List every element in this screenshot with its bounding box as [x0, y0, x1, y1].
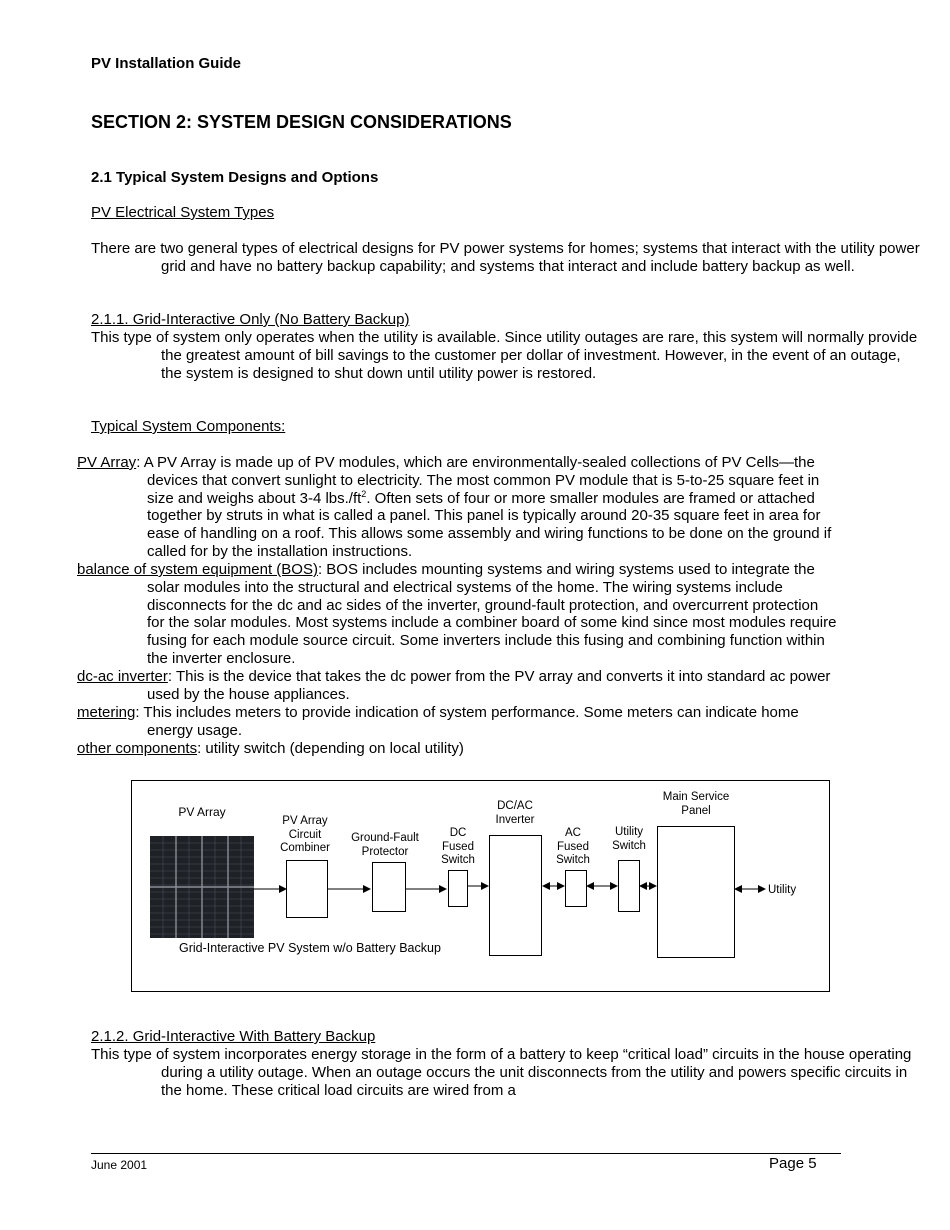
grid-only-heading: 2.1.1. Grid-Interactive Only (No Battery Backup): [91, 311, 410, 328]
footer-page-number: Page 5: [769, 1155, 817, 1172]
utility-switch-box: [618, 860, 640, 912]
battery-paragraph: This type of system incorporates energy storage in the form of a battery to keep “critical load” circuits in the house operating during a utility outage. When an outage occurs the unit disconnects from the utility and powers specific circuits in the home. These critical load circuits are wired from a: [91, 1046, 912, 1099]
metering-text: : This includes meters to provide indication of system performance. Some meters can indicate home energy usage.: [135, 704, 799, 739]
label-pv-array: PV Array: [178, 805, 226, 819]
label-dc-switch: DC Fused Switch: [441, 827, 475, 866]
term-inverter: dc-ac inverter: [77, 668, 168, 685]
combiner-box: [286, 860, 328, 918]
footer-divider: [91, 1153, 841, 1154]
component-metering: [77, 704, 837, 740]
inverter-box: [489, 835, 542, 956]
dc-switch-box: [448, 870, 468, 907]
solar-panel-icon: [150, 836, 254, 938]
label-inverter: DC/AC Inverter: [495, 800, 535, 826]
pv-array-superscript: 2: [361, 488, 367, 499]
grid-only-paragraph: This type of system only operates when the utility is available. Since utility outages are rare, this system will normally provide the greatest amount of bill savings to the customer per dollar of investment. However, in the event of an outage, the system is designed to shut down until utility power is restored.: [91, 329, 918, 382]
term-other: other components: [77, 740, 198, 757]
label-utility: Utility: [768, 884, 797, 896]
gfp-box: [372, 862, 406, 912]
ac-switch-box: [565, 870, 587, 907]
component-bos: [77, 561, 837, 668]
types-heading: PV Electrical System Types: [91, 204, 275, 221]
component-inverter: [77, 668, 837, 704]
main-panel-box: [657, 826, 735, 958]
battery-heading: 2.1.2. Grid-Interactive With Battery Backup: [91, 1028, 376, 1045]
term-bos: balance of system equipment (BOS): [77, 561, 318, 578]
inverter-text: : This is the device that takes the dc power from the PV array and converts it into standard ac power used by the house appliances.: [147, 668, 831, 703]
diagram-caption: Grid-Interactive PV System w/o Battery Backup: [179, 941, 441, 955]
pv-array-text-b: . Often sets of four or more smaller modules are framed or attached together by struts in what is called a panel. This panel is typically around 20-35 square feet in area for ease of handling on a roof. This allows some assembly and wiring functions to be done on the ground if called for by the installation instructions.: [147, 489, 832, 560]
term-metering: metering: [77, 704, 136, 721]
label-utility-switch: Utility Switch: [612, 826, 646, 852]
subsection-title: 2.1 Typical System Designs and Options: [91, 169, 379, 186]
term-pv-array: PV Array: [77, 454, 137, 471]
label-main-panel: Main Service Panel: [662, 791, 730, 817]
document-header-title: PV Installation Guide: [91, 55, 242, 72]
pv-array-text-a: : A PV Array is made up of PV modules, which are environmentally-sealed collections of PV Cells—the devices that convert sunlight to electricity. The most common PV module that is 5-to-25 square feet in size and weighs about 3-4 lbs./ft: [136, 454, 820, 507]
component-pv-array: [77, 454, 837, 561]
section-title: SECTION 2: SYSTEM DESIGN CONSIDERATIONS: [91, 112, 512, 132]
other-text: : utility switch (depending on local utility): [197, 740, 464, 757]
footer-date: June 2001: [91, 1158, 148, 1172]
types-paragraph: There are two general types of electrical designs for PV power systems for homes; systems that interact with the utility power grid and have no battery backup capability; and systems that interact and include battery backup as well.: [91, 240, 920, 275]
bos-text: : BOS includes mounting systems and wiring systems used to integrate the solar modules into the structural and electrical systems of the home. The wiring systems include disconnects for the dc and ac sides of the inverter, ground-fault protection, and overcurrent protection for the solar modules. Most systems include a combiner board of some kind since most modules require fusing for each module source circuit. Some inverters include this fusing and combining function within the inverter enclosure.: [147, 561, 837, 667]
component-other: [77, 740, 837, 758]
label-ac-switch: AC Fused Switch: [556, 827, 590, 866]
label-combiner: PV Array Circuit Combiner: [280, 815, 330, 854]
label-gfp: Ground-Fault Protector: [351, 832, 419, 858]
components-heading: Typical System Components:: [91, 418, 286, 435]
system-diagram: [131, 780, 830, 992]
